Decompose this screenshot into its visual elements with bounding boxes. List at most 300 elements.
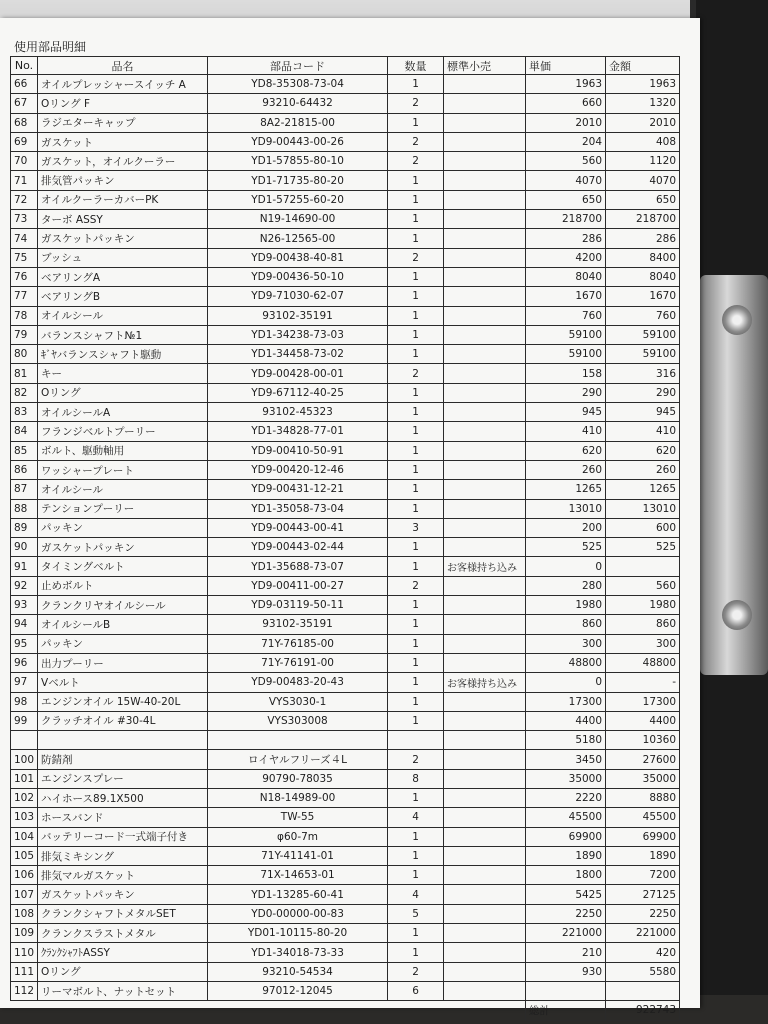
row-number: 110 [11,943,38,962]
quantity: 1 [388,924,444,943]
table-row [11,576,680,595]
part-code: 71Y-41141-01 [208,846,388,865]
table-row [11,460,680,479]
quantity: 1 [388,711,444,730]
row-number: 112 [11,981,38,1000]
part-code: VYS3030-1 [208,692,388,711]
part-code: 90790-78035 [208,769,388,788]
amount: 7200 [606,866,680,885]
unit-price [526,981,606,1000]
part-code: TW-55 [208,808,388,827]
quantity: 1 [388,171,444,190]
quantity: 2 [388,94,444,113]
part-name: Oリング F [38,94,208,113]
row-number: 73 [11,210,38,229]
row-number: 67 [11,94,38,113]
table-row [11,383,680,402]
std-retail [444,480,526,499]
table-row [11,345,680,364]
part-name: クランクスラストメタル [38,924,208,943]
std-retail [444,924,526,943]
quantity: 1 [388,267,444,286]
amount: 17300 [606,692,680,711]
std-retail [444,576,526,595]
std-retail [444,132,526,151]
quantity: 1 [388,596,444,615]
header-name: 品名 [38,57,208,75]
quantity: 1 [388,943,444,962]
part-code: YD1-34458-73-02 [208,345,388,364]
std-retail [444,827,526,846]
table-row [11,943,680,962]
part-code: YD9-00483-20-43 [208,673,388,692]
amount: 218700 [606,210,680,229]
quantity: 3 [388,518,444,537]
part-code: N19-14690-00 [208,210,388,229]
std-retail [444,460,526,479]
quantity: 1 [388,673,444,692]
part-name: ガスケット，オイルクーラー [38,152,208,171]
table-row [11,731,680,750]
part-code: 93102-35191 [208,615,388,634]
table-header-row [11,57,680,75]
table-row [11,306,680,325]
part-code: YD1-57255-60-20 [208,190,388,209]
unit-price: 260 [526,460,606,479]
part-code: 71Y-76191-00 [208,653,388,672]
part-code: 8A2-21815-00 [208,113,388,132]
amount: 290 [606,383,680,402]
amount: 1265 [606,480,680,499]
part-code: YD9-00438-40-81 [208,248,388,267]
row-number: 92 [11,576,38,595]
part-name: ベアリングB [38,287,208,306]
quantity: 2 [388,576,444,595]
part-name: ガスケットパッキン [38,538,208,557]
unit-price: 59100 [526,325,606,344]
quantity: 1 [388,538,444,557]
unit-price: 1800 [526,866,606,885]
std-retail [444,267,526,286]
quantity: 2 [388,962,444,981]
std-retail [444,538,526,557]
quantity: 2 [388,750,444,769]
std-retail [444,403,526,422]
part-name: オイルシール [38,306,208,325]
unit-price: 69900 [526,827,606,846]
part-code: YD1-35058-73-04 [208,499,388,518]
unit-price: 48800 [526,653,606,672]
table-row [11,827,680,846]
std-retail [444,383,526,402]
unit-price: 525 [526,538,606,557]
quantity: 1 [388,615,444,634]
unit-price: 5180 [526,731,606,750]
part-name: ｷﾞﾔバランスシャフト駆動 [38,345,208,364]
table-row [11,750,680,769]
part-name: パッキン [38,634,208,653]
std-retail [444,596,526,615]
table-row [11,75,680,94]
std-retail [444,943,526,962]
part-name: テンションプーリー [38,499,208,518]
part-name: ラジエターキャップ [38,113,208,132]
std-retail [444,248,526,267]
amount: 4400 [606,711,680,730]
part-name: オイルプレッシャースイッチ A [38,75,208,94]
std-retail [444,171,526,190]
part-name: 排気管パッキン [38,171,208,190]
quantity: 1 [388,190,444,209]
unit-price: 210 [526,943,606,962]
part-name: フランジベルトプーリー [38,422,208,441]
quantity: 4 [388,808,444,827]
unit-price: 2220 [526,788,606,807]
std-retail [444,962,526,981]
part-code: 93102-35191 [208,306,388,325]
std-retail [444,94,526,113]
part-code: YD1-35688-73-07 [208,557,388,576]
part-code: ロイヤルフリーズ４L [208,750,388,769]
unit-price: 410 [526,422,606,441]
unit-price: 200 [526,518,606,537]
table-row [11,846,680,865]
row-number: 70 [11,152,38,171]
std-retail [444,422,526,441]
amount: 45500 [606,808,680,827]
total-label: 総計 [526,1001,606,1020]
row-number: 89 [11,518,38,537]
row-number: 100 [11,750,38,769]
unit-price: 5425 [526,885,606,904]
row-number: 77 [11,287,38,306]
row-number: 108 [11,904,38,923]
amount: 221000 [606,924,680,943]
row-number: 84 [11,422,38,441]
std-retail [444,306,526,325]
part-name: ボルト、駆動軸用 [38,441,208,460]
amount [606,557,680,576]
part-code: YD9-00431-12-21 [208,480,388,499]
part-name: ターボ ASSY [38,210,208,229]
part-code: YD1-71735-80-20 [208,171,388,190]
amount: 300 [606,634,680,653]
quantity: 1 [388,557,444,576]
quantity: 2 [388,152,444,171]
table-row [11,596,680,615]
row-number: 98 [11,692,38,711]
part-code: 97012-12045 [208,981,388,1000]
unit-price: 3450 [526,750,606,769]
part-name: ブッシュ [38,248,208,267]
row-number: 78 [11,306,38,325]
table-row [11,94,680,113]
table-row [11,692,680,711]
table-row [11,808,680,827]
total-row [11,1001,680,1020]
quantity: 1 [388,480,444,499]
amount: 69900 [606,827,680,846]
std-retail [444,866,526,885]
table-row [11,499,680,518]
part-name: Oリング [38,962,208,981]
row-number: 74 [11,229,38,248]
amount: 1120 [606,152,680,171]
binder-clip [700,275,768,675]
sheet-title: 使用部品明細 [14,40,87,54]
amount: 1670 [606,287,680,306]
std-retail [444,769,526,788]
row-number: 102 [11,788,38,807]
std-retail [444,653,526,672]
header-code: 部品コード [208,57,388,75]
std-retail [444,711,526,730]
header-no: No. [11,57,38,75]
std-retail [444,75,526,94]
table-row [11,152,680,171]
quantity [388,731,444,750]
quantity: 1 [388,113,444,132]
part-name: オイルクーラーカバーPK [38,190,208,209]
quantity: 1 [388,441,444,460]
std-retail [444,692,526,711]
part-code: YD9-00411-00-27 [208,576,388,595]
unit-price: 218700 [526,210,606,229]
quantity: 4 [388,885,444,904]
part-code: YD1-34018-73-33 [208,943,388,962]
amount: 8040 [606,267,680,286]
part-name: リーマボルト、ナットセット [38,981,208,1000]
table-row [11,229,680,248]
row-number: 106 [11,866,38,885]
unit-price: 45500 [526,808,606,827]
unit-price: 8040 [526,267,606,286]
table-row [11,769,680,788]
row-number: 105 [11,846,38,865]
std-retail: お客様持ち込み [444,557,526,576]
row-number: 80 [11,345,38,364]
amount: 35000 [606,769,680,788]
unit-price: 1963 [526,75,606,94]
part-name: キー [38,364,208,383]
unit-price: 0 [526,673,606,692]
unit-price: 4400 [526,711,606,730]
std-retail [444,904,526,923]
row-number: 101 [11,769,38,788]
part-name: Vベルト [38,673,208,692]
row-number: 109 [11,924,38,943]
unit-price: 620 [526,441,606,460]
amount: 620 [606,441,680,460]
table-row [11,441,680,460]
table-row [11,325,680,344]
amount: 13010 [606,499,680,518]
part-code: φ60-7m [208,827,388,846]
part-name: バランスシャフト№1 [38,325,208,344]
table-row [11,866,680,885]
quantity: 1 [388,634,444,653]
std-retail: お客様持ち込み [444,673,526,692]
clip-bolt-icon [722,600,752,630]
quantity: 1 [388,210,444,229]
quantity: 1 [388,866,444,885]
header-amount: 金額 [606,57,680,75]
quantity: 2 [388,364,444,383]
unit-price: 290 [526,383,606,402]
unit-price: 1980 [526,596,606,615]
quantity: 2 [388,132,444,151]
std-retail [444,229,526,248]
std-retail [444,210,526,229]
row-number: 83 [11,403,38,422]
part-name: 防錆剤 [38,750,208,769]
amount: 410 [606,422,680,441]
amount: 1980 [606,596,680,615]
part-code: YD9-71030-62-07 [208,287,388,306]
quantity: 1 [388,499,444,518]
row-number: 69 [11,132,38,151]
unit-price: 860 [526,615,606,634]
part-code: VYS303008 [208,711,388,730]
part-code: YD1-13285-60-41 [208,885,388,904]
quantity: 1 [388,306,444,325]
table-row [11,248,680,267]
amount: 600 [606,518,680,537]
std-retail [444,152,526,171]
part-name: タイミングベルト [38,557,208,576]
table-row [11,190,680,209]
part-code: 93210-64432 [208,94,388,113]
amount: 525 [606,538,680,557]
quantity: 1 [388,422,444,441]
part-name: バッテリーコード一式端子付き [38,827,208,846]
unit-price: 0 [526,557,606,576]
unit-price: 59100 [526,345,606,364]
row-number: 93 [11,596,38,615]
table-row [11,615,680,634]
part-code: YD8-35308-73-04 [208,75,388,94]
std-retail [444,364,526,383]
row-number: 90 [11,538,38,557]
table-row [11,788,680,807]
std-retail [444,634,526,653]
unit-price: 280 [526,576,606,595]
unit-price: 13010 [526,499,606,518]
std-retail [444,499,526,518]
amount: 945 [606,403,680,422]
part-name: ガスケットパッキン [38,229,208,248]
row-number: 72 [11,190,38,209]
unit-price: 660 [526,94,606,113]
unit-price: 286 [526,229,606,248]
std-retail [444,788,526,807]
part-code: YD9-00410-50-91 [208,441,388,460]
amount: 420 [606,943,680,962]
std-retail [444,615,526,634]
quantity: 8 [388,769,444,788]
part-name: ガスケットパッキン [38,885,208,904]
unit-price: 221000 [526,924,606,943]
std-retail [444,731,526,750]
part-code: YD9-00436-50-10 [208,267,388,286]
part-code: YD9-03119-50-11 [208,596,388,615]
unit-price: 1265 [526,480,606,499]
unit-price: 17300 [526,692,606,711]
std-retail [444,190,526,209]
std-retail [444,113,526,132]
part-name: エンジンオイル 15W-40-20L [38,692,208,711]
row-number: 66 [11,75,38,94]
table-row [11,981,680,1000]
part-code: YD0-00000-00-83 [208,904,388,923]
parts-table [10,56,680,1021]
header-unit-price: 単価 [526,57,606,75]
table-row [11,113,680,132]
part-name: ホースバンド [38,808,208,827]
row-number: 68 [11,113,38,132]
amount: 2250 [606,904,680,923]
part-code: YD9-00443-00-26 [208,132,388,151]
part-code: 71X-14653-01 [208,866,388,885]
amount: 2010 [606,113,680,132]
quantity: 1 [388,846,444,865]
amount: 260 [606,460,680,479]
row-number: 81 [11,364,38,383]
table-row [11,711,680,730]
unit-price: 35000 [526,769,606,788]
part-code: YD9-67112-40-25 [208,383,388,402]
row-number: 107 [11,885,38,904]
part-code: YD9-00420-12-46 [208,460,388,479]
unit-price: 930 [526,962,606,981]
row-number: 97 [11,673,38,692]
row-number: 76 [11,267,38,286]
std-retail [444,750,526,769]
part-code: 71Y-76185-00 [208,634,388,653]
amount: 8880 [606,788,680,807]
unit-price: 1670 [526,287,606,306]
table-row [11,518,680,537]
header-std-retail: 標準小売 [444,57,526,75]
unit-price: 4200 [526,248,606,267]
table-row [11,885,680,904]
row-number [11,731,38,750]
table-row [11,480,680,499]
amount: 59100 [606,345,680,364]
amount: 408 [606,132,680,151]
part-code [208,731,388,750]
part-code: N26-12565-00 [208,229,388,248]
part-name: オイルシール [38,480,208,499]
part-name: クランクリヤオイルシール [38,596,208,615]
quantity: 1 [388,403,444,422]
quantity: 1 [388,692,444,711]
table-row [11,904,680,923]
amount: 10360 [606,731,680,750]
part-name: 止めボルト [38,576,208,595]
quantity: 1 [388,383,444,402]
part-code: 93102-45323 [208,403,388,422]
table-row [11,403,680,422]
part-name: ハイホース89.1X500 [38,788,208,807]
amount: 1320 [606,94,680,113]
part-name: 出力プーリー [38,653,208,672]
row-number: 79 [11,325,38,344]
clip-bolt-icon [722,305,752,335]
unit-price: 945 [526,403,606,422]
part-code: YD01-10115-80-20 [208,924,388,943]
unit-price: 2250 [526,904,606,923]
